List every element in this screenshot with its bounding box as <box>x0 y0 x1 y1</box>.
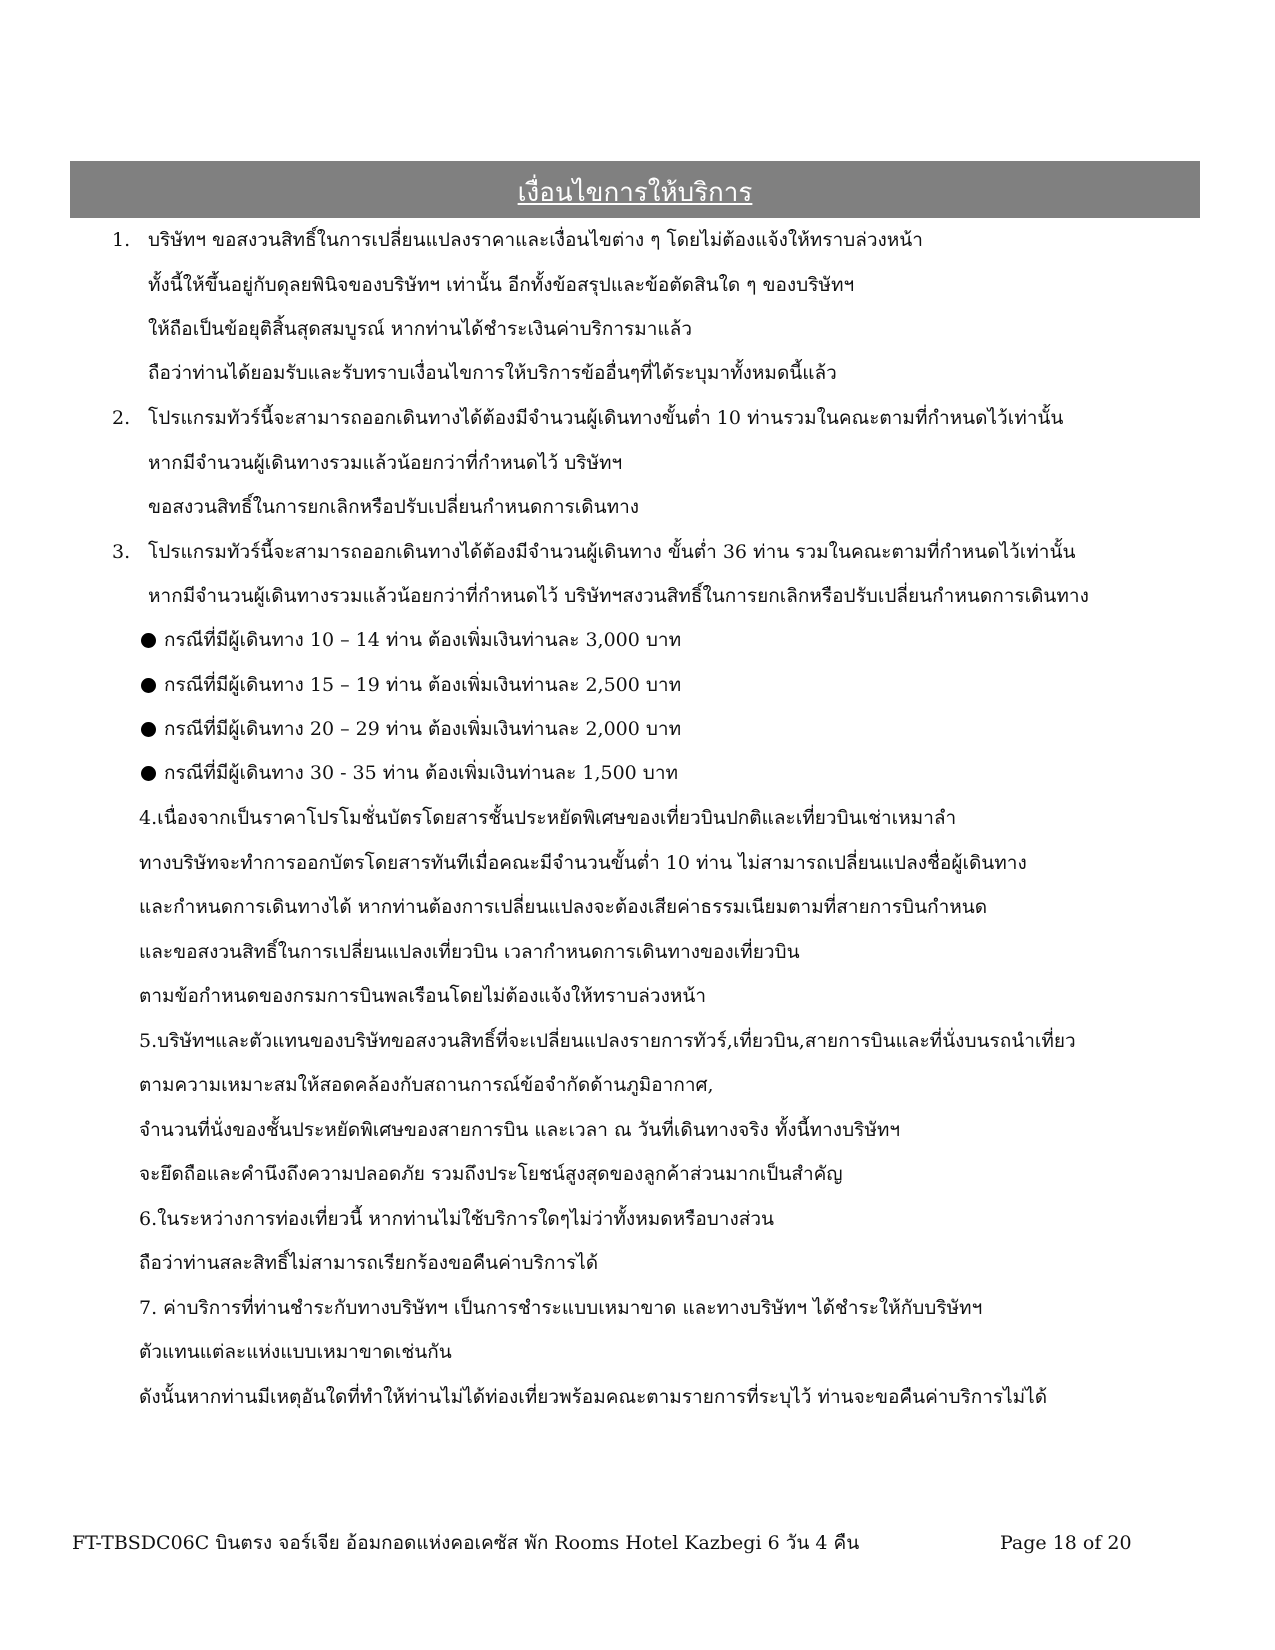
text-line: ตามความเหมาะสมให้สอดคล้องกับสถานการณ์ข้อจำกัดด้านภูมิอากาศ, <box>139 1074 714 1096</box>
text-line: ทั้งนี้ให้ขึ้นอยู่กับดุลยพินิจของบริษัทฯ เท่านั้น อีกทั้งข้อสรุปและข้อตัดสินใด ๆ ของบริษัทฯ <box>148 274 855 296</box>
text-line: หากมีจำนวนผู้เดินทางรวมแล้วน้อยกว่าที่กำหนดไว้ บริษัทฯสงวนสิทธิ์ในการยกเลิกหรือปรับเปลี่ยนกำหนดการเดินทาง <box>148 585 1089 607</box>
item-number: 2. <box>112 407 131 429</box>
text-line: หากมีจำนวนผู้เดินทางรวมแล้วน้อยกว่าที่กำหนดไว้ บริษัทฯ <box>148 452 623 474</box>
text-line: และขอสงวนสิทธิ์ในการเปลี่ยนแปลงเที่ยวบิน เวลากำหนดการเดินทางของเที่ยวบิน <box>139 941 800 963</box>
bullet-icon <box>141 722 156 737</box>
text-line: ทางบริษัทจะทำการออกบัตรโดยสารทันทีเมื่อคณะมีจำนวนขั้นต่ำ 10 ท่าน ไม่สามารถเปลี่ยนแปลงชื่อผู้เดินทาง <box>139 852 1027 874</box>
bullet-text: กรณีที่มีผู้เดินทาง 10 – 14 ท่าน ต้องเพิ่มเงินท่านละ 3,000 บาท <box>164 629 682 651</box>
item-number: 3. <box>112 541 131 563</box>
text-line: ถือว่าท่านได้ยอมรับและรับทราบเงื่อนไขการให้บริการข้ออื่นๆที่ได้ระบุมาทั้งหมดนี้แล้ว <box>148 362 837 384</box>
text-line: ตามข้อกำหนดของกรมการบินพลเรือนโดยไม่ต้องแจ้งให้ทราบล่วงหน้า <box>139 985 707 1007</box>
item-number: 1. <box>112 229 131 251</box>
text-line: ดังนั้นหากท่านมีเหตุอันใดที่ทำให้ท่านไม่ได้ท่องเที่ยวพร้อมคณะตามรายการที่ระบุไว้ ท่านจะขอคืนค่าบริการไม่ได้ <box>139 1386 1048 1408</box>
text-line: บริษัทฯ ขอสงวนสิทธิ์ในการเปลี่ยนแปลงราคาและเงื่อนไขต่าง ๆ โดยไม่ต้องแจ้งให้ทราบล่วงหน้า <box>148 229 923 251</box>
bullet-icon <box>141 766 156 781</box>
footer-page-number: Page 18 of 20 <box>1000 1532 1132 1554</box>
text-line: ขอสงวนสิทธิ์ในการยกเลิกหรือปรับเปลี่ยนกำหนดการเดินทาง <box>148 496 640 518</box>
bullet-icon <box>141 633 156 648</box>
text-line: 4.เนื่องจากเป็นราคาโปรโมชั่นบัตรโดยสารชั้นประหยัดพิเศษของเที่ยวบินปกติและเที่ยวบินเช่าเหมาลำ <box>139 807 957 829</box>
text-line: โปรแกรมทัวร์นี้จะสามารถออกเดินทางได้ต้องมีจำนวนผู้เดินทางขั้นต่ำ 10 ท่านรวมในคณะตามที่กำหนดไว้เท่านั้น <box>148 407 1064 429</box>
bullet-icon <box>141 678 156 693</box>
text-line: ตัวแทนแต่ละแห่งแบบเหมาขาดเช่นกัน <box>139 1341 452 1363</box>
bullet-text: กรณีที่มีผู้เดินทาง 20 – 29 ท่าน ต้องเพิ่มเงินท่านละ 2,000 บาท <box>164 718 682 740</box>
text-line: 5.บริษัทฯและตัวแทนของบริษัทขอสงวนสิทธิ์ที่จะเปลี่ยนแปลงรายการทัวร์,เที่ยวบิน,สายการบินและที่นั่งบนรถนำเที่ยว <box>139 1030 1076 1052</box>
footer-doc-title: FT-TBSDC06C บินตรง จอร์เจีย อ้อมกอดแห่งคอเคซัส พัก Rooms Hotel Kazbegi 6 วัน 4 คืน <box>72 1532 860 1554</box>
text-line: โปรแกรมทัวร์นี้จะสามารถออกเดินทางได้ต้องมีจำนวนผู้เดินทาง ขั้นต่ำ 36 ท่าน รวมในคณะตามที่กำหนดไว้เท่านั้น <box>148 541 1076 563</box>
bullet-text: กรณีที่มีผู้เดินทาง 15 – 19 ท่าน ต้องเพิ่มเงินท่านละ 2,500 บาท <box>164 674 682 696</box>
section-title: เงื่อนไขการให้บริการ <box>517 178 753 208</box>
text-line: จะยึดถือและคำนึงถึงความปลอดภัย รวมถึงประโยชน์สูงสุดของลูกค้าส่วนมากเป็นสำคัญ <box>139 1163 843 1185</box>
text-line: ถือว่าท่านสละสิทธิ์ไม่สามารถเรียกร้องขอคืนค่าบริการได้ <box>139 1252 599 1274</box>
section-header <box>70 161 1200 218</box>
bullet-text: กรณีที่มีผู้เดินทาง 30 - 35 ท่าน ต้องเพิ่มเงินท่านละ 1,500 บาท <box>164 762 679 784</box>
text-line: 6.ในระหว่างการท่องเที่ยวนี้ หากท่านไม่ใช้บริการใดๆไม่ว่าทั้งหมดหรือบางส่วน <box>139 1208 774 1230</box>
text-line: จำนวนที่นั่งของชั้นประหยัดพิเศษของสายการบิน และเวลา ณ วันที่เดินทางจริง ทั้งนี้ทางบริษัทฯ <box>139 1119 901 1141</box>
text-line: 7. ค่าบริการที่ท่านชำระกับทางบริษัทฯ เป็นการชำระแบบเหมาขาด และทางบริษัทฯ ได้ชำระให้กับบริษัทฯ <box>139 1297 983 1319</box>
text-line: และกำหนดการเดินทางได้ หากท่านต้องการเปลี่ยนแปลงจะต้องเสียค่าธรรมเนียมตามที่สายการบินกำหนด <box>139 896 988 918</box>
text-line: ให้ถือเป็นข้อยุติสิ้นสุดสมบูรณ์ หากท่านได้ชำระเงินค่าบริการมาแล้ว <box>148 318 692 340</box>
